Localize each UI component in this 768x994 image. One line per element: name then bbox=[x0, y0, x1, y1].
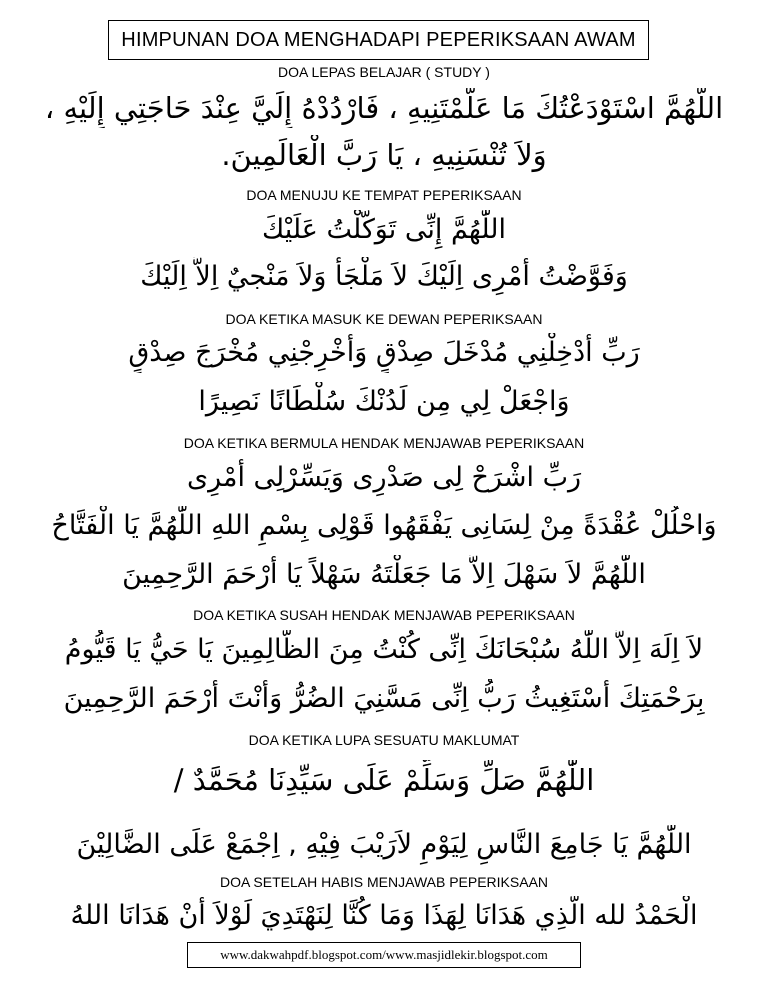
arabic-line: وَاجْعَلْ لِي مِن لَدُنْكَ سُلْطَانًا نَصِيرًا bbox=[198, 386, 570, 417]
arabic-line: اللَّهُمَّ اسْتَوْدَعْتُكَ مَا عَلَّمْتَنِيهِ ، فَارْدُدْهُ إِلَيَّ عِنْدَ حَاجَتِي إِلَيْهِ ، bbox=[44, 91, 724, 125]
arabic-line: رَبِّ أَدْخِلْنِي مُدْخَلَ صِدْقٍ وَأَخْرِجْنِي مُخْرَجَ صِدْقٍ bbox=[128, 337, 640, 368]
arabic-line: بِرَحْمَتِكَ أَسْتَغِيثُ رَبُّ اِنِّى مَسَّنِيَ الضُرُّ وَأَنْتَ أَرْحَمَ الرَّحِمِينَ bbox=[63, 683, 705, 714]
arabic-line: اللّٰهُمَّ يَا جَامِعَ النَّاسِ لِيَوْمِ لاَرَيْبَ فِيْهِ , اِجْمَعْ عَلَى الضَّالِيْنَ bbox=[76, 829, 692, 860]
section-heading-susah-menjawab: DOA KETIKA SUSAH HENDAK MENJAWAB PEPERIKSAAN bbox=[193, 607, 575, 623]
arabic-line: وَاحْلُلْ عُقْدَةً مِنْ لِسَانِى يَفْقَهُوا قَوْلِى بِسْمِ اللهِ اللّٰهُمَّ يَا الْفَتَّاحُ bbox=[51, 510, 717, 541]
section-heading-lepas-belajar: DOA LEPAS BELAJAR ( STUDY ) bbox=[278, 64, 490, 80]
document-title: HIMPUNAN DOA MENGHADAPI PEPERIKSAAN AWAM bbox=[108, 20, 649, 60]
section-heading-menuju-tempat: DOA MENUJU KE TEMPAT PEPERIKSAAN bbox=[246, 187, 522, 203]
arabic-line: لاَ اِلَهَ اِلاَّ اللّٰهُ سُبْحَانَكَ اِنِّى كُنْتُ مِنَ الظَّالِمِينَ يَا حَيُّ يَا قَيُّومُ bbox=[64, 634, 704, 665]
arabic-line: وَلاَ تُنْسَنِيهِ ، يَا رَبَّ الْعَالَمِينَ. bbox=[221, 138, 547, 172]
arabic-line: اللّٰهُمَّ إِنِّى تَوَكَّلْتُ عَلَيْكَ bbox=[261, 214, 507, 245]
arabic-line: اللّٰهُمَّ لاَ سَهْلَ اِلاَّ مَا جَعَلْتَهُ سَهْلاً يَا أَرْحَمَ الرَّحِمِينَ bbox=[122, 559, 646, 590]
section-heading-setelah-habis: DOA SETELAH HABIS MENJAWAB PEPERIKSAAN bbox=[219, 874, 549, 890]
arabic-line: رَبِّ اشْرَحْ لِى صَدْرِى وَيَسِّرْلِى أَمْرِى bbox=[186, 462, 582, 493]
arabic-line: اللّٰهُمَّ صَلِّ وَسَلِّمْ عَلَى سَيِّدِنَا مُحَمَّدٌ / bbox=[173, 763, 595, 797]
section-heading-bermula-menjawab: DOA KETIKA BERMULA HENDAK MENJAWAB PEPERIKSAAN bbox=[183, 435, 585, 451]
arabic-line: الْحَمْدُ لله الَّذِي هَدَانَا لِهَذَا وَمَا كُنَّا لِنَهْتَدِيَ لَوْلاَ أَنْ هَدَانَا اللهُ bbox=[70, 900, 698, 931]
arabic-line: وَفَوَّضْتُ أَمْرِى اِلَيْكَ لاَ مَلْجَأَ وَلاَ مَنْجيٌ اِلاَّ اِلَيْكَ bbox=[140, 261, 628, 292]
footer-links: www.dakwahpdf.blogspot.com/www.masjidlekir.blogspot.com bbox=[187, 942, 581, 968]
section-heading-lupa-maklumat: DOA KETIKA LUPA SESUATU MAKLUMAT bbox=[248, 732, 520, 748]
section-heading-masuk-dewan: DOA KETIKA MASUK KE DEWAN PEPERIKSAAN bbox=[225, 311, 543, 327]
